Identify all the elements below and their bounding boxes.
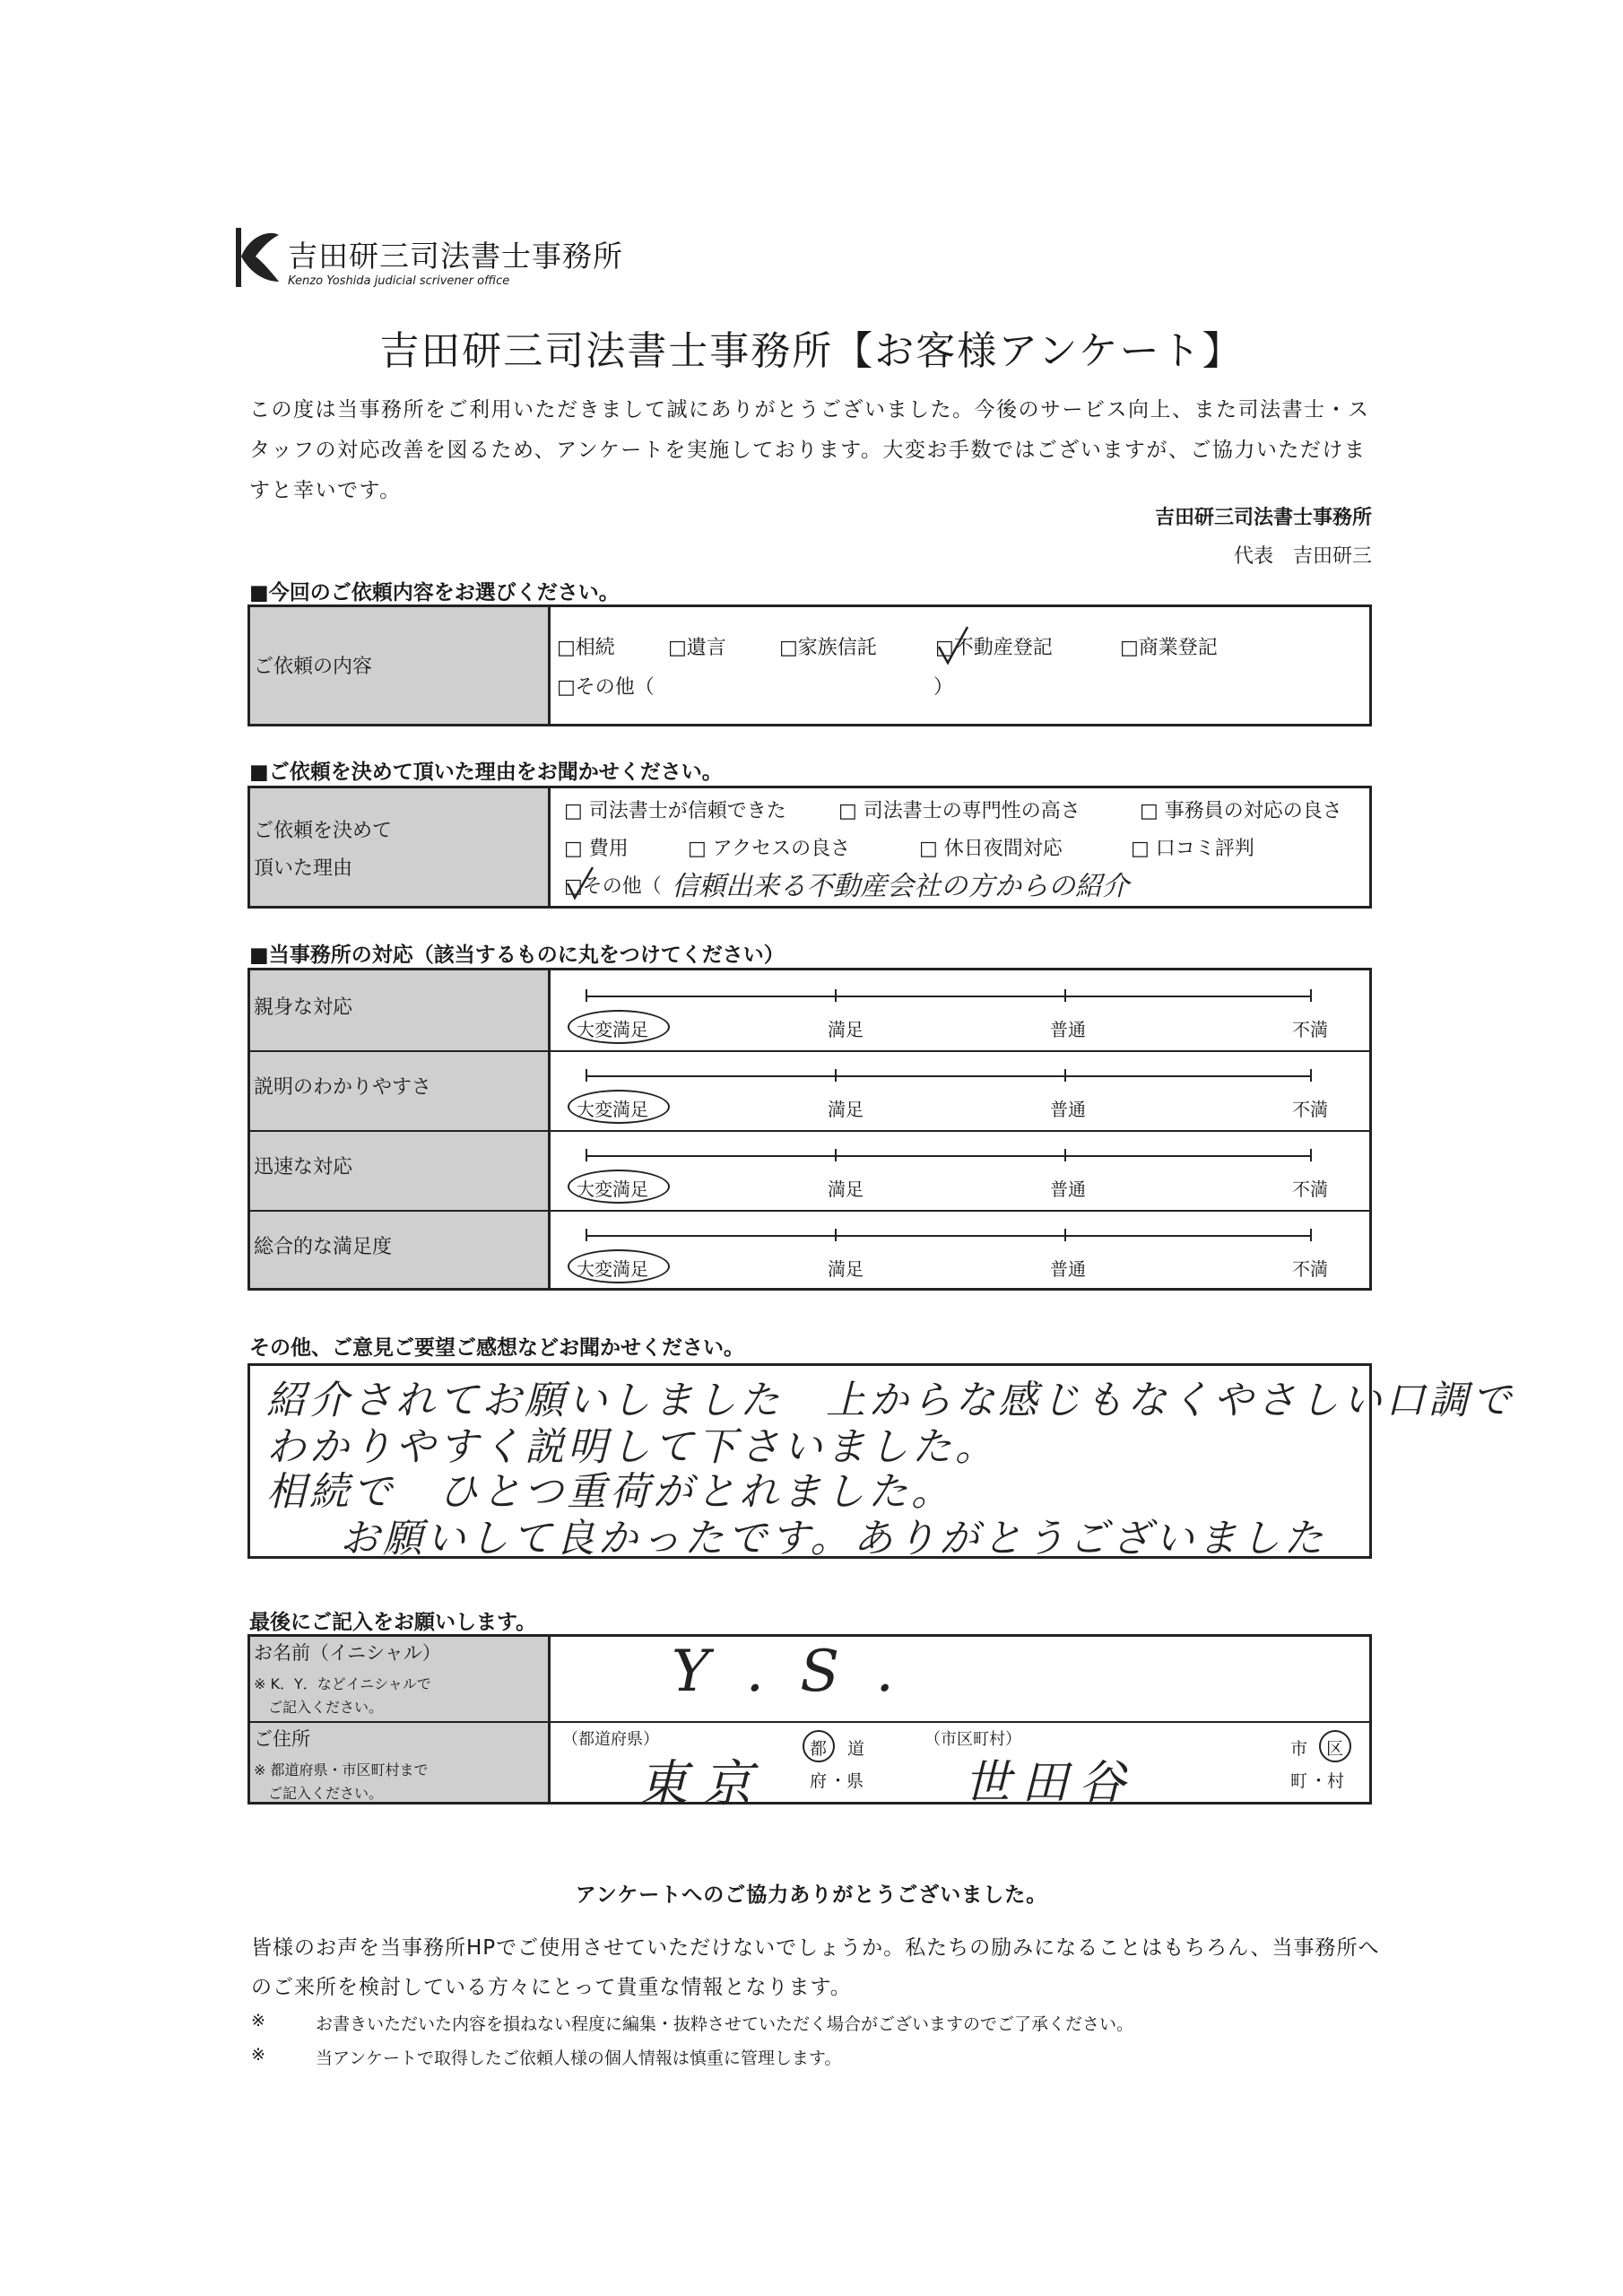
rating-option[interactable]: 大変満足 — [577, 1258, 648, 1280]
rating-option[interactable]: 満足 — [828, 1019, 864, 1040]
rating-option[interactable]: 不満 — [1292, 1099, 1328, 1120]
comment-line-3: 相続で ひとつ重荷がとれました。 — [266, 1469, 955, 1515]
note-1-mark: ※ — [251, 2011, 265, 2031]
rating-tick — [835, 989, 837, 1002]
rating-tick — [586, 1069, 587, 1082]
city-suffix-son: ・村 — [1310, 1771, 1345, 1791]
rating-option[interactable]: 不満 — [1292, 1019, 1328, 1040]
rating-tick — [835, 1149, 837, 1161]
reason-other[interactable]: □その他（ — [564, 875, 662, 898]
info-table — [247, 1634, 1372, 1813]
selected-rating-circle — [568, 1170, 670, 1204]
rating-tick — [1310, 1069, 1312, 1082]
rating-tick — [1310, 1229, 1312, 1241]
reason-label-line1: ご依頼を決めて — [254, 820, 393, 842]
rating-tick — [586, 1149, 587, 1161]
check-mark-icon — [935, 623, 971, 668]
reason-other-handwritten: 信頼出来る不動産会社の方からの紹介 — [672, 871, 1129, 902]
checkbox-kazoku-shintaku[interactable]: □家族信託 — [779, 637, 877, 659]
note-1: お書きいただいた内容を損ねない程度に編集・抜粋させていただく場合がございますのでご了承ください。 — [316, 2014, 1134, 2034]
city-suffix-ku: 区 — [1326, 1739, 1344, 1759]
selected-ku-circle — [1319, 1730, 1351, 1762]
pref-suffix-do: 道 — [847, 1739, 865, 1759]
city-heading: （市区町村） — [924, 1730, 1021, 1749]
reason-trust[interactable]: □ 司法書士が信頼できた — [564, 800, 786, 822]
city-suffix-shi: 市 — [1290, 1739, 1308, 1759]
checkbox-yuigon[interactable]: □遺言 — [668, 637, 726, 659]
rating-tick — [1064, 1229, 1066, 1241]
footer-paragraph: 皆様のお声を当事務所HPでご使用させていただけないでしょうか。私たちの励みになることはもちろん、当事務所へのご来所を検討している方々にとって貴重な情報となります。 — [251, 1936, 1380, 1999]
rating-option[interactable]: 大変満足 — [577, 1019, 648, 1040]
checkbox-fudosan-touki[interactable]: □不動産登記 — [935, 637, 1053, 659]
rating-row-divider — [250, 1130, 1369, 1132]
office-name-en: Kenzo Yoshida judicial scrivener office — [288, 274, 510, 288]
rating-option[interactable]: 不満 — [1292, 1178, 1328, 1200]
city-suffix-cho: 町 — [1290, 1771, 1308, 1791]
rating-option[interactable]: 満足 — [828, 1258, 864, 1280]
reason-staff[interactable]: □ 事務員の対応の良さ — [1140, 800, 1342, 822]
butterfly-logo-icon — [229, 226, 282, 289]
rating-table — [247, 968, 1372, 1291]
address-note-2: ご記入ください。 — [268, 1785, 384, 1802]
rating-scale-line — [586, 1075, 1310, 1077]
rating-option[interactable]: 不満 — [1292, 1258, 1328, 1280]
rating-tick — [586, 989, 587, 1002]
comment-box[interactable] — [247, 1363, 1515, 1561]
rating-scale-line — [586, 996, 1310, 997]
thanks-text: アンケートへのご協力ありがとうございました。 — [575, 1883, 1048, 1907]
rating-scale-line — [586, 1155, 1310, 1157]
selected-rating-circle — [568, 1249, 670, 1283]
name-value[interactable]: Y . S . — [672, 1639, 903, 1705]
checkbox-souzoku[interactable]: □相続 — [557, 637, 615, 659]
pref-suffix-to: 都 — [810, 1739, 828, 1759]
rating-row-divider — [250, 1210, 1369, 1212]
rating-option[interactable]: 大変満足 — [577, 1099, 648, 1120]
request-label-cell — [250, 607, 551, 724]
rating-tick — [835, 1069, 837, 1082]
rating-tick — [1064, 1149, 1066, 1161]
page-title: 吉田研三司法書士事務所【お客様アンケート】 — [379, 328, 1244, 374]
rating-label: 親身な対応 — [254, 996, 353, 1019]
check-mark-icon — [564, 864, 596, 903]
note-2: 当アンケートで取得したご依頼人様の個人情報は慎重に管理します。 — [316, 2048, 842, 2068]
rating-scale-line — [586, 1235, 1310, 1237]
other-close-paren: ） — [933, 676, 954, 699]
comment-line-1: 紹介されてお願いしました 上からな感じもなくやさしい口調で — [266, 1378, 1515, 1423]
address-note-1: ※ 都道府県・市区町村まで — [254, 1761, 429, 1779]
rating-tick — [586, 1229, 587, 1241]
name-note-2: ご記入ください。 — [268, 1699, 384, 1716]
rating-tick — [1064, 1069, 1066, 1082]
rating-label: 迅速な対応 — [254, 1156, 353, 1178]
comment-line-4: お願いして良かったです。ありがとうございました — [340, 1516, 1327, 1561]
reason-label-line2: 頂いた理由 — [254, 857, 353, 880]
pref-value[interactable]: 東京 — [638, 1755, 767, 1813]
reason-label-cell — [250, 788, 551, 906]
checkbox-other[interactable]: □その他（ — [557, 676, 655, 699]
rating-option[interactable]: 普通 — [1050, 1019, 1086, 1040]
intro-text: この度は当事務所をご利用いただきまして誠にありがとうございました。今後のサービス向上、また司法書士・スタッフの対応改善を図るため、アンケートを実施しております。大変お手数ではございますが、ご協力いただけますと幸いです。 — [249, 398, 1370, 502]
rating-option[interactable]: 普通 — [1050, 1258, 1086, 1280]
reason-expertise[interactable]: □ 司法書士の専門性の高さ — [838, 800, 1081, 822]
reason-reviews[interactable]: □ 口コミ評判 — [1131, 838, 1254, 860]
request-table — [247, 604, 1372, 726]
pref-suffix-fu: 府 — [810, 1771, 828, 1791]
rating-option[interactable]: 普通 — [1050, 1099, 1086, 1120]
reason-holiday[interactable]: □ 休日夜間対応 — [919, 838, 1063, 860]
rating-label: 総合的な満足度 — [254, 1236, 393, 1258]
pref-suffix-ken: ・県 — [829, 1771, 864, 1791]
rating-tick — [1310, 1149, 1312, 1161]
section5-heading: 最後にご記入をお願いします。 — [249, 1611, 537, 1634]
rating-tick — [835, 1229, 837, 1241]
name-note-1: ※ K．Y．などイニシャルで — [254, 1675, 431, 1692]
rating-option[interactable]: 満足 — [828, 1099, 864, 1120]
section1-heading: ■今回のご依頼内容をお選びください。 — [249, 581, 620, 604]
rating-row-divider — [250, 1050, 1369, 1052]
rating-tick — [1064, 989, 1066, 1002]
rating-label: 説明のわかりやすさ — [254, 1076, 432, 1099]
note-2-mark: ※ — [251, 2045, 265, 2065]
signature-representative: 代表 吉田研三 — [1233, 545, 1372, 568]
name-label: お名前（イニシャル） — [254, 1642, 441, 1664]
rating-option[interactable]: 満足 — [828, 1178, 864, 1200]
city-value[interactable]: 世田谷 — [964, 1756, 1137, 1810]
selected-rating-circle — [568, 1090, 670, 1124]
selected-to-circle — [803, 1730, 835, 1762]
info-label-column — [250, 1637, 551, 1802]
signature-office: 吉田研三司法書士事務所 — [1154, 507, 1372, 529]
checkbox-shogyo-touki[interactable]: □商業登記 — [1120, 637, 1218, 659]
reason-access[interactable]: □ アクセスの良さ — [688, 838, 851, 860]
rating-tick — [1310, 989, 1312, 1002]
selected-rating-circle — [568, 1010, 670, 1044]
request-label: ご依頼の内容 — [254, 656, 373, 678]
address-label: ご住所 — [254, 1728, 310, 1750]
section3-heading: ■当事務所の対応（該当するものに丸をつけてください） — [249, 944, 785, 967]
section2-heading: ■ご依頼を決めて頂いた理由をお聞かせください。 — [249, 761, 723, 784]
rating-option[interactable]: 普通 — [1050, 1178, 1086, 1200]
pref-heading: （都道府県） — [562, 1730, 659, 1749]
office-name: 吉田研三司法書士事務所 — [288, 239, 623, 274]
comment-line-2: わかりやすく説明して下さいました。 — [266, 1424, 998, 1470]
rating-option[interactable]: 大変満足 — [577, 1178, 648, 1200]
reason-cost[interactable]: □ 費用 — [564, 838, 629, 860]
reason-table — [247, 786, 1372, 909]
section4-heading: その他、ご意見ご要望ご感想などお聞かせください。 — [249, 1336, 744, 1360]
office-logo — [229, 226, 623, 298]
